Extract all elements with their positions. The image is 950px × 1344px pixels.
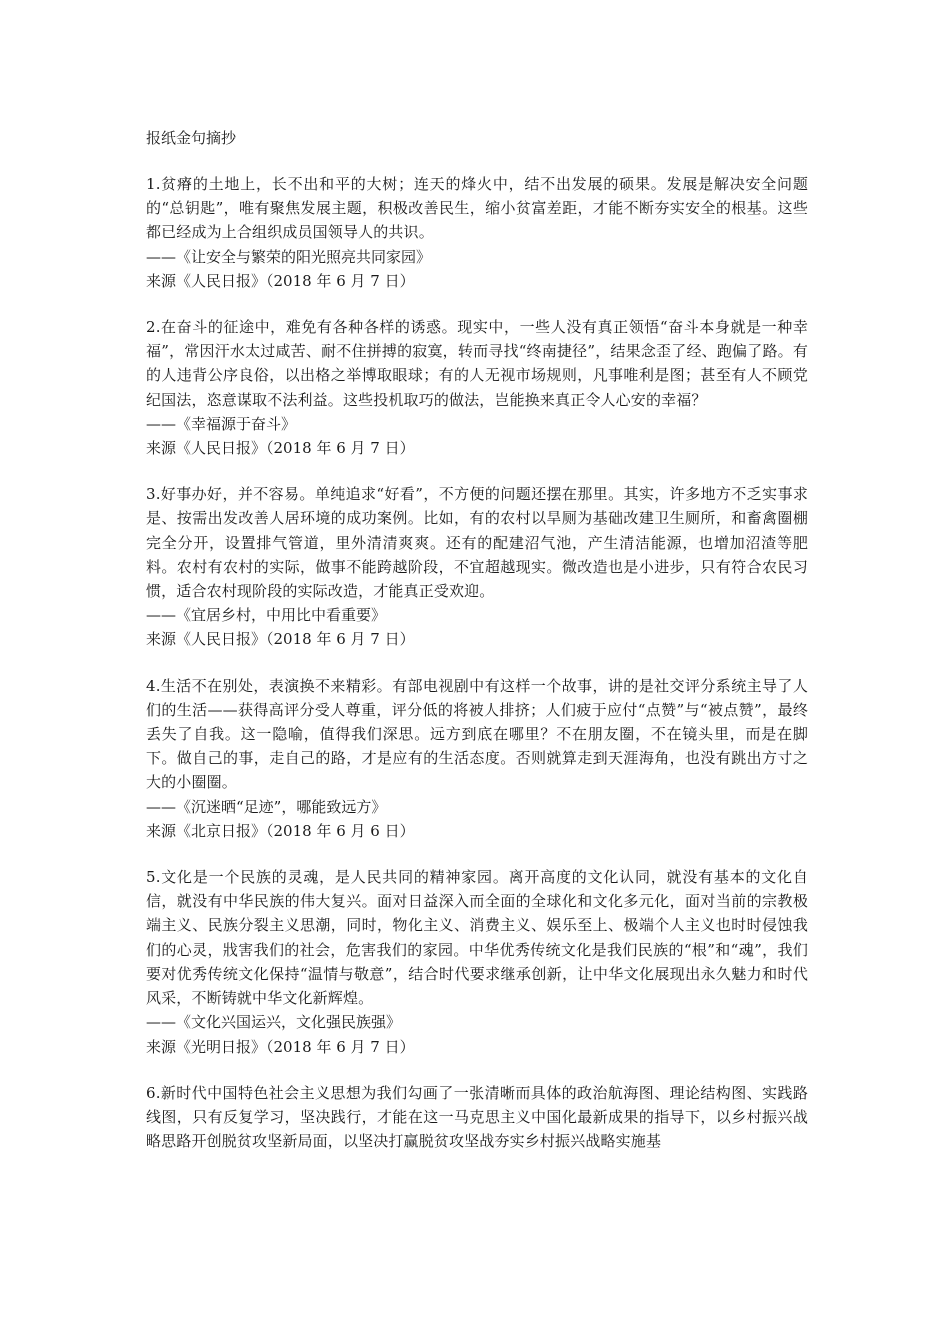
entry-source: 来源《人民日报》（2018 年 6 月 7 日） [146,439,415,458]
entry-article-title: ——《文化兴国运兴，文化强民族强》 [146,1013,402,1032]
entry-text: 3.好事办好，并不容易。单纯追求“好看”，不方便的问题还摆在那里。其实，许多地方不乏实事求是、按需出发改善人居环境的成功案例。比如，有的农村以旱厕为基础改建卫生厕所，和畜禽圈棚完全分开，设置排气管道，里外清清爽爽。还有的配建沼气池，产生清洁能源，也增加沼渣等肥料。农村有农村的实际，做事不能跨越阶段，不宜超越现实。微改造也是小进步，只有符合农民习惯，适合农村现阶段的实际改造，才能真正受欢迎。 [146,485,808,601]
entry-article-title: ——《幸福源于奋斗》 [146,414,297,433]
entry-article-title: ——《让安全与繁荣的阳光照亮共同家园》 [146,247,432,266]
entry-3 [146,482,808,651]
entry-text: 6.新时代中国特色社会主义思想为我们勾画了一张清晰而具体的政治航海图、理论结构图、实践路线图，只有反复学习，坚决践行，才能在这一马克思主义中国化最新成果的指导下，以乡村振兴战略思路开创脱贫攻坚新局面，以坚决打赢脱贫攻坚战夯实乡村振兴战略实施基 [146,1083,808,1151]
entry-article-title: ——《宜居乡村，中用比中看重要》 [146,606,387,625]
entry-6 [146,1081,808,1154]
entry-source: 来源《人民日报》（2018 年 6 月 7 日） [146,271,415,290]
entry-source: 来源《人民日报》（2018 年 6 月 7 日） [146,630,415,649]
entry-article-title: ——《沉迷晒“足迹”，哪能致远方》 [146,797,387,816]
entry-5 [146,865,808,1059]
entry-4 [146,674,808,843]
entry-source: 来源《光明日报》（2018 年 6 月 7 日） [146,1037,415,1056]
document-page [146,126,808,1175]
entry-text: 1.贫瘠的土地上，长不出和平的大树；连天的烽火中，结不出发展的硕果。发展是解决安全问题的“总钥匙”，唯有聚焦发展主题，积极改善民生，缩小贫富差距，才能不断夯实安全的根基。这些都已经成为上合组织成员国领导人的共识。 [146,175,808,242]
document-title: 报纸金句摘抄 [146,129,237,147]
entry-text: 4.生活不在别处，表演换不来精彩。有部电视剧中有这样一个故事，讲的是社交评分系统主导了人们的生活——获得高评分受人尊重，评分低的将被人排挤；人们疲于应付“点赞”与“被点赞”，最终丢失了自我。这一隐喻，值得我们深思。远方到底在哪里？不在朋友圈，不在镜头里，而是在脚下。做自己的事，走自己的路，才是应有的生活态度。否则就算走到天涯海角，也没有跳出方寸之大的小圈圈。 [146,676,808,792]
entry-source: 来源《北京日报》（2018 年 6 月 6 日） [146,821,415,840]
entry-2 [146,315,808,460]
entry-text: 2.在奋斗的征途中，难免有各种各样的诱惑。现实中，一些人没有真正领悟“奋斗本身就是一种幸福”，常因汗水太过咸苦、耐不住拼搏的寂寞，转而寻找“终南捷径”，结果念歪了经、跑偏了路。有的人违背公序良俗，以出格之举博取眼球；有的人无视市场规则，凡事唯利是图；甚至有人不顾党纪国法，恣意谋取不法利益。这些投机取巧的做法，岂能换来真正令人心安的幸福？ [146,318,808,409]
entry-1 [146,172,808,293]
entry-text: 5.文化是一个民族的灵魂，是人民共同的精神家园。离开高度的文化认同，就没有基本的文化自信，就没有中华民族的伟大复兴。面对日益深入而全面的全球化和文化多元化，面对当前的宗教极端主义、民族分裂主义思潮，同时，物化主义、消费主义、娱乐至上、极端个人主义也时时侵蚀我们的心灵，戕害我们的社会，危害我们的家园。中华优秀传统文化是我们民族的“根”和“魂”，我们要对优秀传统文化保持“温情与敬意”，结合时代要求继承创新，让中华文化展现出永久魅力和时代风采，不断铸就中华文化新辉煌。 [146,868,808,1008]
